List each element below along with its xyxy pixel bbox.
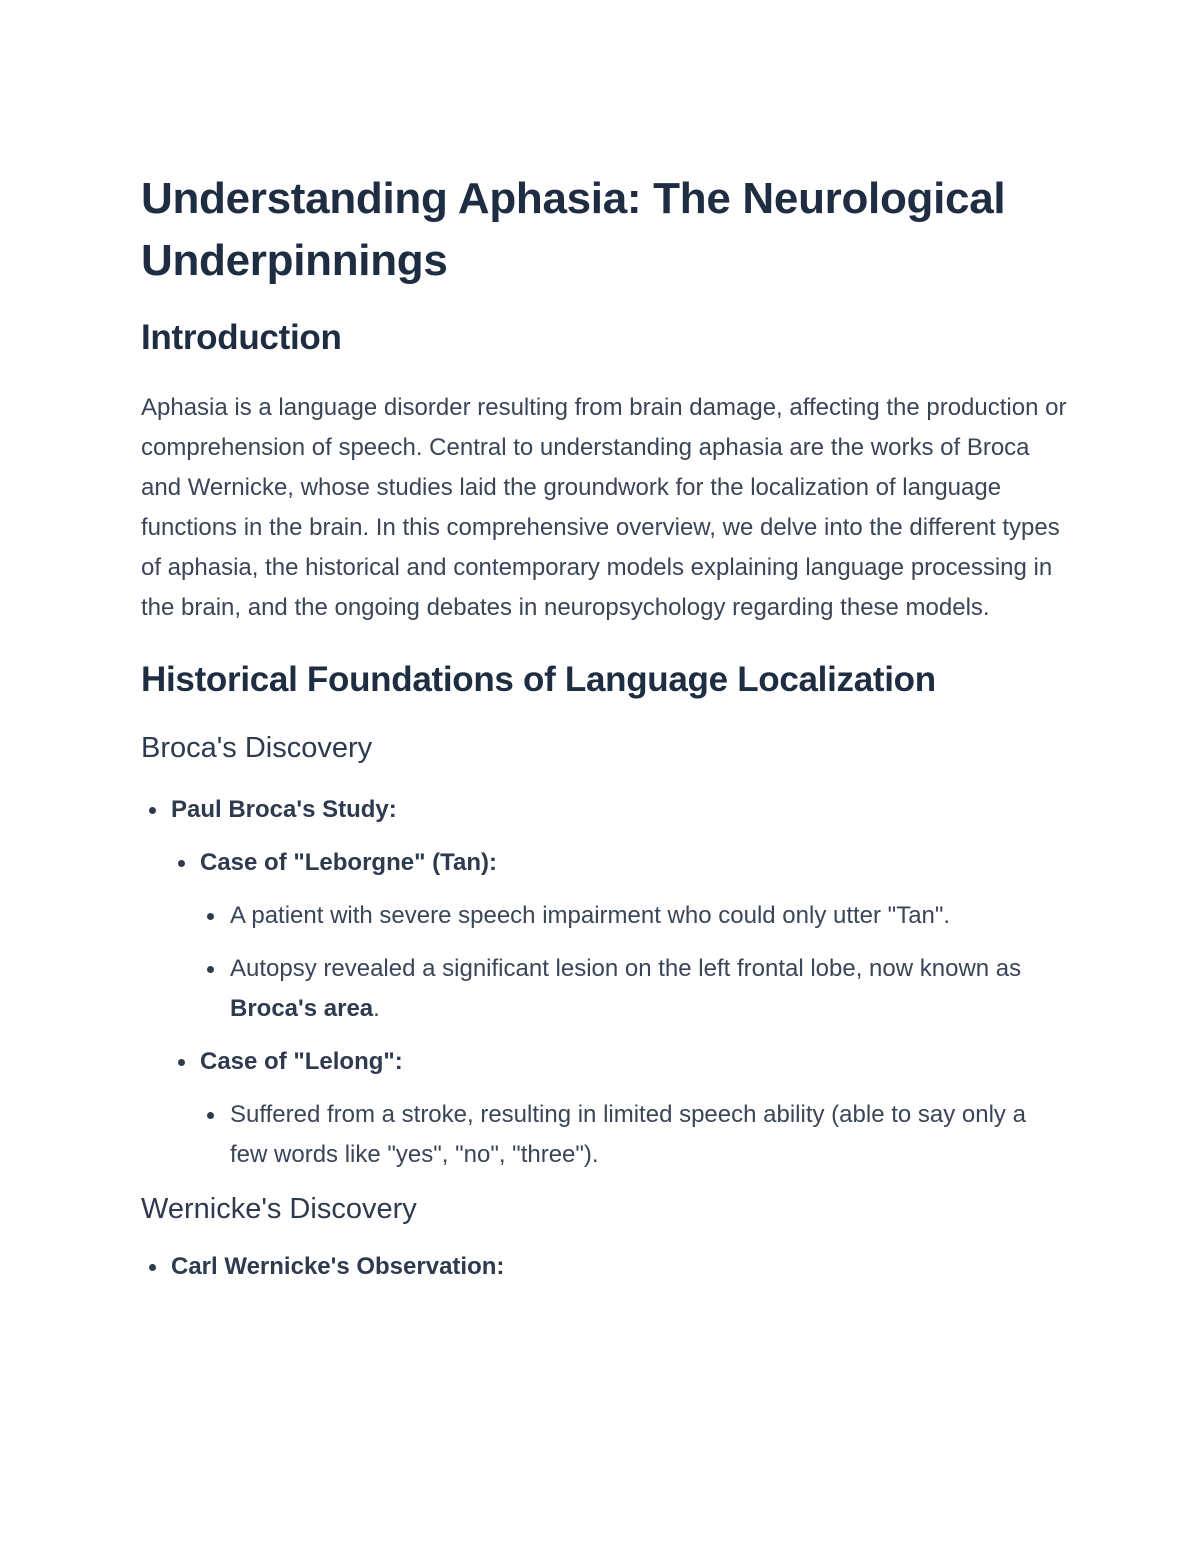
wernicke-observation-label: Carl Wernicke's Observation bbox=[171, 1253, 497, 1280]
bullet-icon bbox=[207, 1112, 214, 1119]
bullet-icon bbox=[178, 860, 185, 867]
document-page bbox=[141, 168, 1071, 1287]
bullet-icon bbox=[149, 807, 156, 814]
broca-discovery-heading: Broca's Discovery bbox=[141, 732, 373, 764]
case-leborgne-label: Case of "Leborgne" (Tan) bbox=[200, 849, 489, 876]
wernicke-discovery-heading: Wernicke's Discovery bbox=[141, 1193, 417, 1225]
colon: : bbox=[496, 1253, 505, 1280]
list-item bbox=[141, 1095, 1030, 1175]
colon: : bbox=[489, 849, 497, 876]
colon: : bbox=[394, 1048, 403, 1075]
page-title: Understanding Aphasia: The Neurological Underpinnings bbox=[141, 174, 1006, 285]
colon: : bbox=[388, 796, 397, 823]
list-item bbox=[141, 1042, 1071, 1082]
broca-case1-points bbox=[141, 896, 1071, 1029]
introduction-paragraph: Aphasia is a language disorder resulting from brain damage, affecting the production or comprehension of speech. Central to understanding aphasia are the works of Broca and Wernicke, whose studies laid the groundwork for the localization of language functions in the brain. In this comprehensive overview, we delve into the different types of aphasia, the historical and contemporary models explaining language processing in the brain, and the ongoing debates in neuropsychology regarding these models. bbox=[141, 394, 1067, 621]
introduction-heading: Introduction bbox=[141, 318, 342, 357]
case-leborgne-point-1: A patient with severe speech impairment who could only utter "Tan". bbox=[230, 902, 951, 929]
broca-study-label: Paul Broca's Study bbox=[171, 796, 389, 823]
historical-foundations-heading: Historical Foundations of Language Localization bbox=[141, 660, 936, 699]
bullet-icon bbox=[149, 1264, 156, 1271]
broca-case1-list bbox=[141, 843, 1071, 883]
list-item bbox=[141, 843, 1071, 883]
list-item bbox=[141, 790, 1071, 830]
case-lelong-label: Case of "Lelong" bbox=[200, 1048, 395, 1075]
list-item bbox=[141, 1247, 1071, 1287]
brocas-area-term: Broca's area bbox=[230, 995, 374, 1022]
case-leborgne-point-2: Autopsy revealed a significant lesion on the left frontal lobe, now known as bbox=[230, 955, 1022, 982]
bullet-icon bbox=[178, 1059, 185, 1066]
broca-list bbox=[141, 790, 1071, 830]
bullet-icon bbox=[207, 913, 214, 920]
broca-case2-list bbox=[141, 1042, 1071, 1082]
bullet-icon bbox=[207, 966, 214, 973]
case-lelong-point-1: Suffered from a stroke, resulting in limited speech ability (able to say only a few words like "yes", "no", "three"). bbox=[230, 1101, 1026, 1168]
list-item bbox=[141, 949, 1030, 1029]
broca-case2-points bbox=[141, 1095, 1071, 1175]
list-item bbox=[141, 896, 1030, 936]
wernicke-list bbox=[141, 1247, 1071, 1287]
period: . bbox=[373, 995, 380, 1022]
